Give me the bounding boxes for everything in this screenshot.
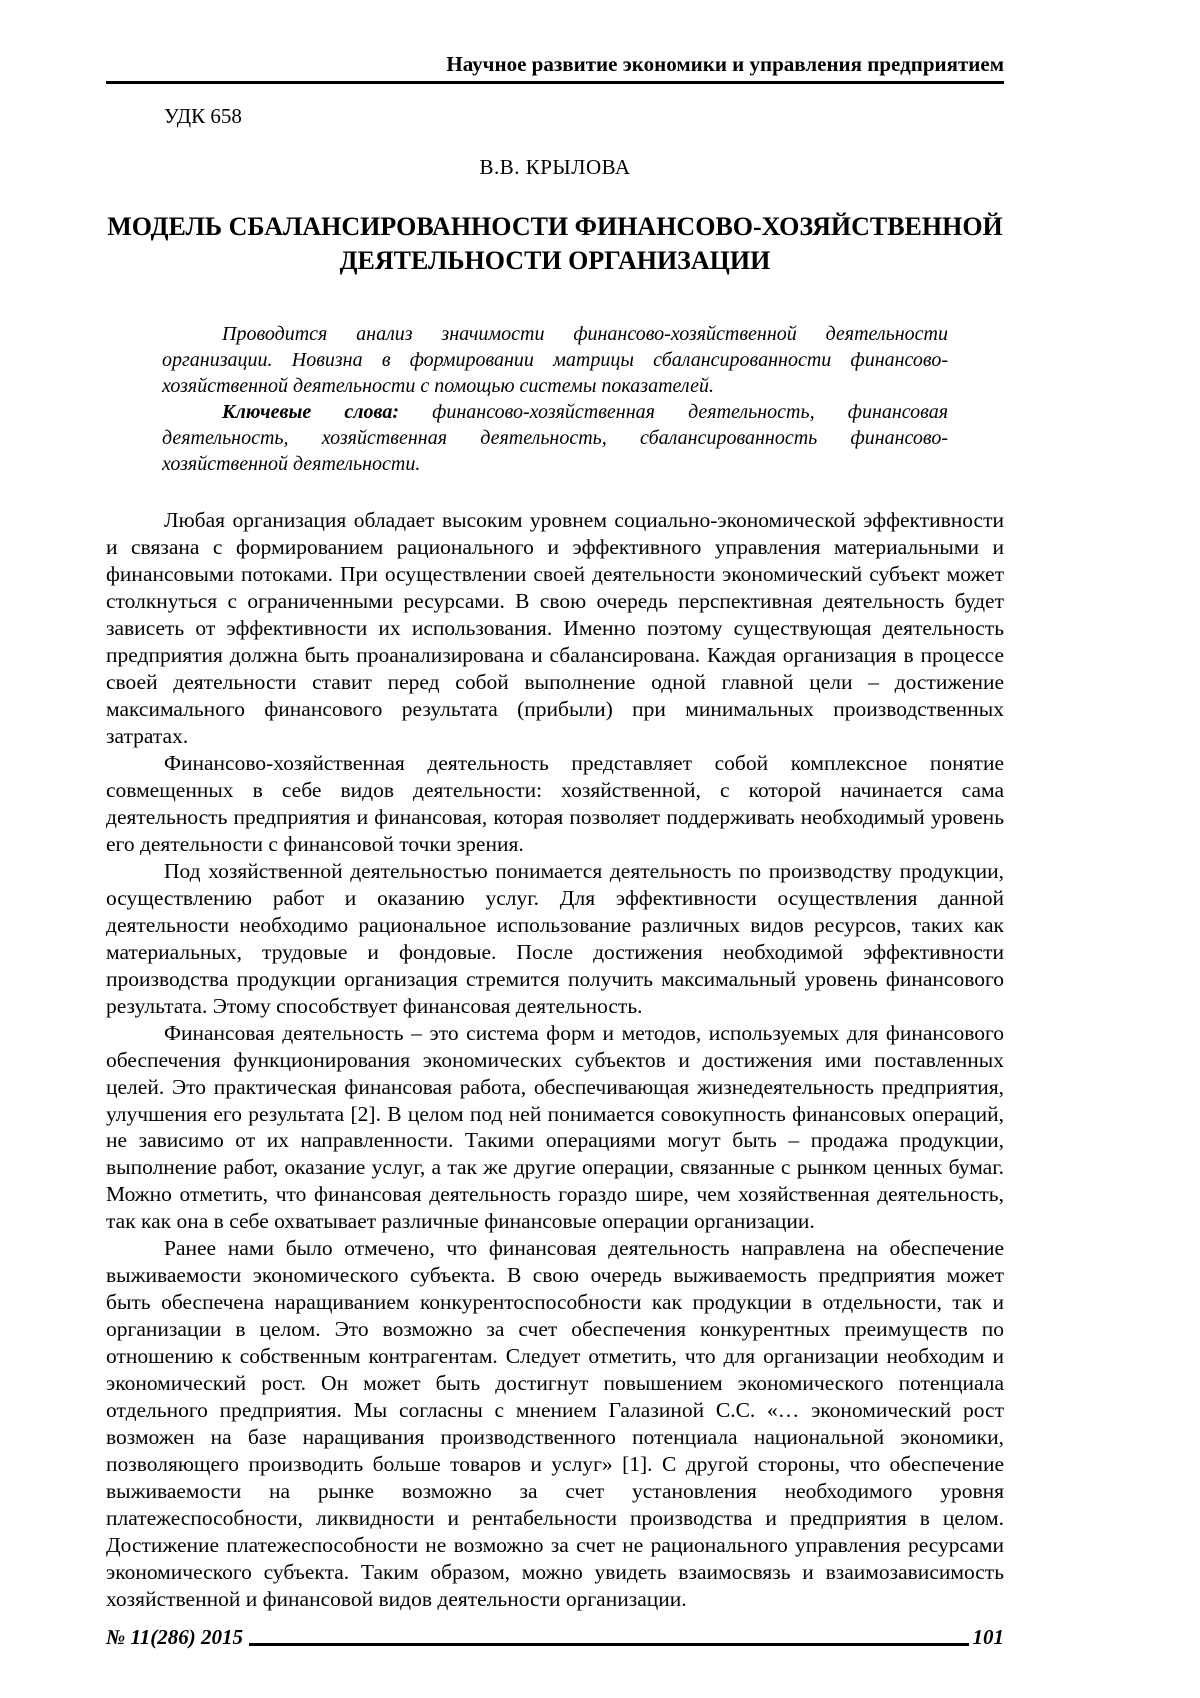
issue-label: № 11(286) 2015 (106, 1625, 244, 1649)
abstract-block (162, 321, 948, 477)
journal-title: Научное развитие экономики и управления предприятием (446, 52, 1004, 76)
article-title: МОДЕЛЬ СБАЛАНСИРОВАННОСТИ ФИНАНСОВО-ХОЗЯЙСТВЕННОЙ ДЕЯТЕЛЬНОСТИ ОРГАНИЗАЦИИ (107, 212, 1003, 275)
paragraph: Финансовая деятельность – это система форм и методов, используемых для финансового обеспечения функционирования экономических субъектов и достижения ими поставленных целей. Это практическая финансовая работа, обеспечивающая жизнедеятельность предприятия, улучшения его результата [2]. В целом под ней понимается совокупность финансовых операций, не зависимо от их направленности. Такими операциями могут быть – продажа продукции, выполнение работ, оказание услуг, а так же другие операции, связанные с рынком ценных бумаг. Можно отметить, что финансовая деятельность гораздо шире, чем хозяйственная деятельность, так как она в себе охватывает различные финансовые операции организации. (106, 1020, 1004, 1234)
footer-rule (249, 1642, 968, 1646)
paragraph: Финансово-хозяйственная деятельность представляет собой комплексное понятие совмещенных в себе видов деятельности: хозяйственной, с которой начинается сама деятельность предприятия и финансовая, которая позволяет поддерживать необходимый уровень его деятельности с финансовой точки зрения. (106, 750, 1004, 856)
keywords-paragraph (162, 399, 948, 477)
paragraph: Под хозяйственной деятельностью понимается деятельность по производству продукции, осуществлению работ и оказанию услуг. Для эффективности осуществления данной деятельности необходимо рациональное использование различных видов ресурсов, таких как материальных, трудовые и фондовые. После достижения необходимой эффективности производства продукции организация стремится получить максимальный уровень финансового результата. Этому способствует финансовая деятельность. (106, 858, 1004, 1018)
article-body (106, 507, 1004, 1613)
paragraph: Ранее нами было отмечено, что финансовая деятельность направлена на обеспечение выживаемости экономического субъекта. В свою очередь выживаемость предприятия может быть обеспечена наращиванием конкурентоспособности как продукции в отдельности, так и организации в целом. Это возможно за счет обеспечения конкурентных преимуществ по отношению к собственным контрагентам. Следует отметить, что для организации необходим и экономический рост. Он может быть достигнут повышением экономического потенциала отдельного предприятия. Мы согласны с мнением Галазиной С.С. «… экономический рост возможен на базе наращивания производственного потенциала национальной экономики, позволяющего производить больше товаров и услуг» [1]. С другой стороны, что обеспечение выживаемости на рынке возможно за счет установления необходимого уровня платежеспособности, ликвидности и рентабельности производства и предприятия в целом. Достижение платежеспособности не возможно за счет не рационального управления ресурсами экономического субъекта. Таким образом, можно увидеть взаимосвязь и взаимозависимость хозяйственной и финансовой видов деятельности организации. (106, 1236, 1004, 1611)
keywords-label: Ключевые слова: (222, 401, 399, 424)
abstract-text: Проводится анализ значимости финансово-хозяйственной деятельности организации. Новизна в формировании матрицы сбалансированности финансово-хозяйственной деятельности с помощью системы показателей. (162, 323, 948, 398)
keywords-text: финансово-хозяйственная деятельность, финансовая деятельность, хозяйственная деятельность, сбалансированность финансово-хозяйственной деятельности. (162, 401, 949, 476)
paragraph: Любая организация обладает высоким уровнем социально-экономической эффективности и связана с формированием рационального и эффективного управления материальными и финансовыми потоками. При осуществлении своей деятельности экономический субъект может столкнуться с ограниченными ресурсами. В свою очередь перспективная деятельность будет зависеть от эффективности их использования. Именно поэтому существующая деятельность предприятия должна быть проанализирована и сбалансирована. Каждая организация в процессе своей деятельности ставит перед собой выполнение одной главной цели – достижение максимального финансового результата (прибыли) при минимальных производственных затратах. (106, 508, 1004, 748)
page-number: 101 (972, 1625, 1004, 1649)
page-footer (106, 1625, 1004, 1650)
udc-code: УДК 658 (164, 104, 242, 129)
running-head (106, 52, 1004, 84)
author-name: В.В. КРЫЛОВА (479, 155, 631, 180)
